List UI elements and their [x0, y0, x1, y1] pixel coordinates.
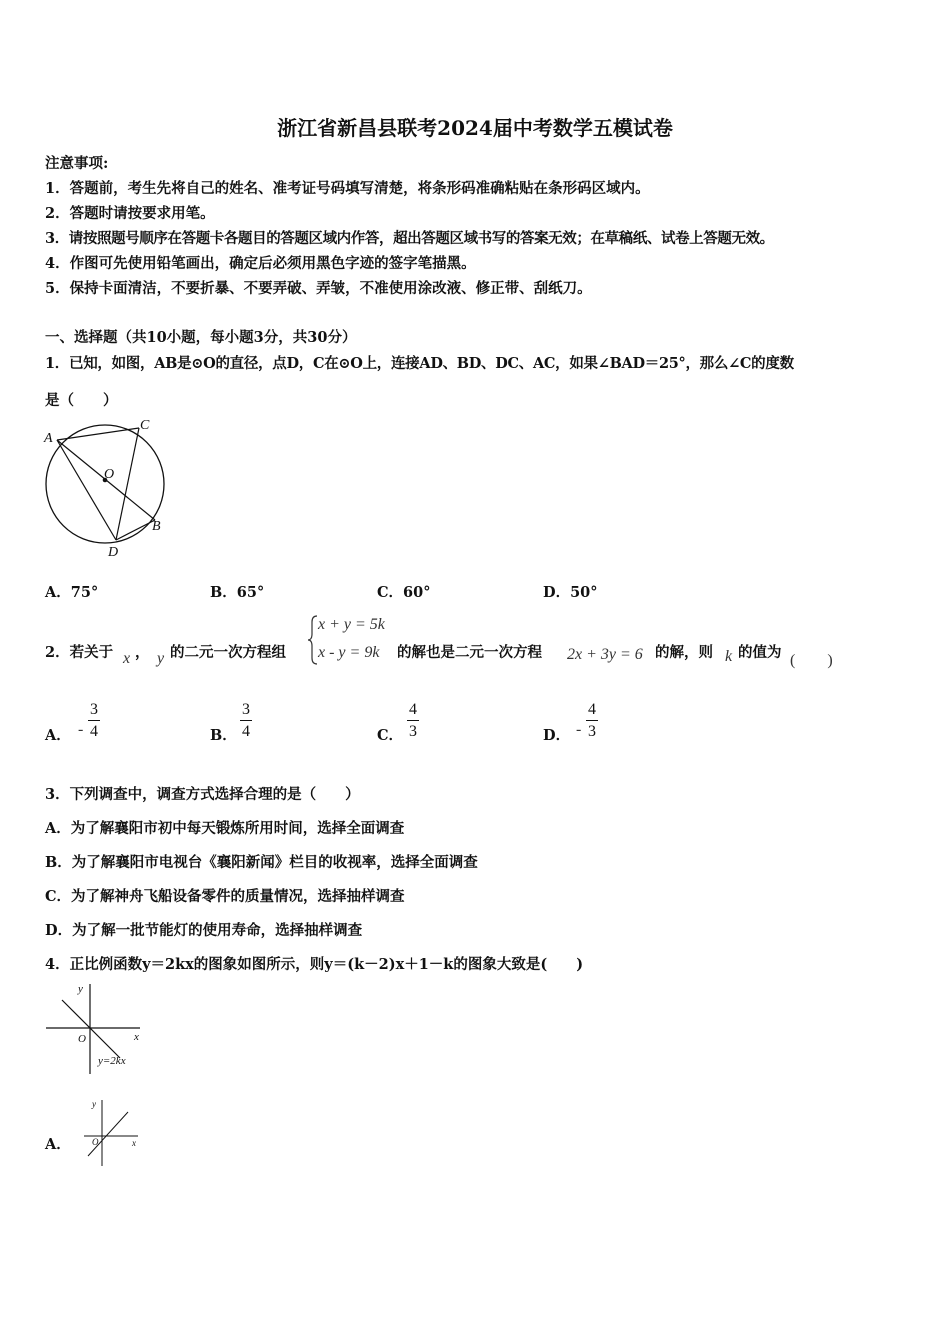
notice-item: 5．保持卡面清洁，不要折暴、不要弄破、弄皱，不准使用涂改液、修正带、刮纸刀。: [45, 280, 592, 297]
label-b: B: [152, 519, 161, 534]
q4-stem: 4．正比例函数y＝2kx的图象如图所示，则y＝(k－2)x＋1－k的图象大致是( ): [45, 956, 584, 973]
q2-equation-1: x + y = 5k: [318, 616, 385, 633]
q3-option-c[interactable]: C．为了解神舟飞船设备零件的质量情况，选择抽样调查: [45, 888, 405, 905]
chord-ac: [57, 428, 139, 440]
q1-option-d[interactable]: D．50°: [543, 584, 598, 601]
notice-heading: 注意事项:: [45, 155, 109, 172]
q2-option-d-sign: -: [576, 721, 582, 738]
axis-label-y: y: [92, 1099, 96, 1109]
page-title: 浙江省新昌县联考2024届中考数学五模试卷: [277, 116, 673, 140]
q2-option-d-fraction: $\frac{4}{3}$: [588, 701, 596, 740]
label-c: C: [140, 418, 150, 433]
q1-option-b[interactable]: B．65°: [210, 584, 265, 601]
q3-option-d[interactable]: D．为了解一批节能灯的使用寿命，选择抽样调查: [45, 922, 363, 939]
circle-o: [46, 425, 164, 543]
line-y2kx: [62, 1000, 120, 1058]
q1-stem-line1: 1．已知，如图，AB是⊙O的直径，点D，C在⊙O上，连接AD、BD、DC、AC，如果∠BAD＝25°，那么∠C的度数: [45, 355, 794, 372]
q2-option-d[interactable]: D．: [543, 727, 571, 744]
label-o: O: [104, 467, 115, 482]
q2-stem-part2: 的二元一次方程组: [170, 644, 286, 661]
chord-dc: [116, 428, 139, 540]
section-heading: 一、选择题（共10小题，每小题3分，共30分）: [45, 329, 357, 346]
q2-option-c[interactable]: C．: [377, 727, 404, 744]
label-d: D: [108, 545, 119, 560]
q2-stem-part5: 的值为: [738, 644, 782, 661]
q2-stem-part3: 的解也是二元一次方程: [397, 644, 542, 661]
axis-label-x: x: [132, 1138, 136, 1148]
q1-stem-line2: 是（ ）: [45, 392, 118, 409]
label-a: A: [44, 431, 53, 446]
line-label: y=2kx: [98, 1055, 126, 1067]
q3-option-a[interactable]: A．为了解襄阳市初中每天锻炼所用时间，选择全面调查: [45, 820, 405, 837]
notice-item: 1．答题前，考生先将自己的姓名、准考证号码填写清楚，将条形码准确粘贴在条形码区域内。: [45, 180, 650, 197]
chord-bd: [116, 520, 155, 540]
q2-option-a-fraction: $\frac{3}{4}$: [90, 701, 98, 740]
q2-equation-2: x - y = 9k: [318, 644, 380, 661]
notice-item: 3．请按照题号顺序在答题卡各题目的答题区域内作答，超出答题区域书写的答案无效；在草稿纸、试卷上答题无效。: [45, 230, 774, 247]
q2-option-b-fraction: $\frac{3}{4}$: [242, 701, 250, 740]
q2-var-k: k: [725, 648, 733, 665]
q4-option-a-graph: [80, 1096, 142, 1172]
line-graph: [88, 1112, 128, 1156]
q2-option-c-fraction: $\frac{4}{3}$: [409, 701, 417, 740]
q4-option-a[interactable]: A．: [45, 1136, 71, 1153]
q2-var-y: y: [157, 650, 165, 667]
q2-option-a-sign: -: [78, 721, 84, 738]
axis-label-x: x: [134, 1031, 139, 1043]
q2-option-b[interactable]: B．: [210, 727, 237, 744]
notice-item: 4．作图可先使用铅笔画出，确定后必须用黑色字迹的签字笔描黑。: [45, 255, 476, 272]
notice-item: 2．答题时请按要求用笔。: [45, 205, 215, 222]
chord-ad: [57, 440, 116, 540]
q3-option-b[interactable]: B．为了解襄阳市电视台《襄阳新闻》栏目的收视率，选择全面调查: [45, 854, 478, 871]
q1-option-a[interactable]: A．75°: [45, 584, 99, 601]
origin-label: O: [78, 1033, 86, 1045]
q2-option-a[interactable]: A．: [45, 727, 71, 744]
q2-answer-paren: ( ): [790, 652, 833, 669]
q1-option-c[interactable]: C．60°: [377, 584, 431, 601]
q1-circle-figure: [38, 412, 173, 562]
q2-stem-part4: 的解，则: [655, 644, 713, 661]
axis-label-y: y: [78, 983, 83, 995]
q2-var-x: x: [123, 650, 131, 667]
q2-equation-3: 2x + 3y = 6: [567, 646, 643, 663]
q4-graph-y2kx: [42, 980, 147, 1078]
q2-stem-part1: 2．若关于: [45, 644, 114, 661]
q2-comma: ，: [135, 644, 150, 661]
q3-stem: 3．下列调查中，调查方式选择合理的是（ ）: [45, 786, 360, 803]
origin-label: O: [92, 1137, 99, 1147]
